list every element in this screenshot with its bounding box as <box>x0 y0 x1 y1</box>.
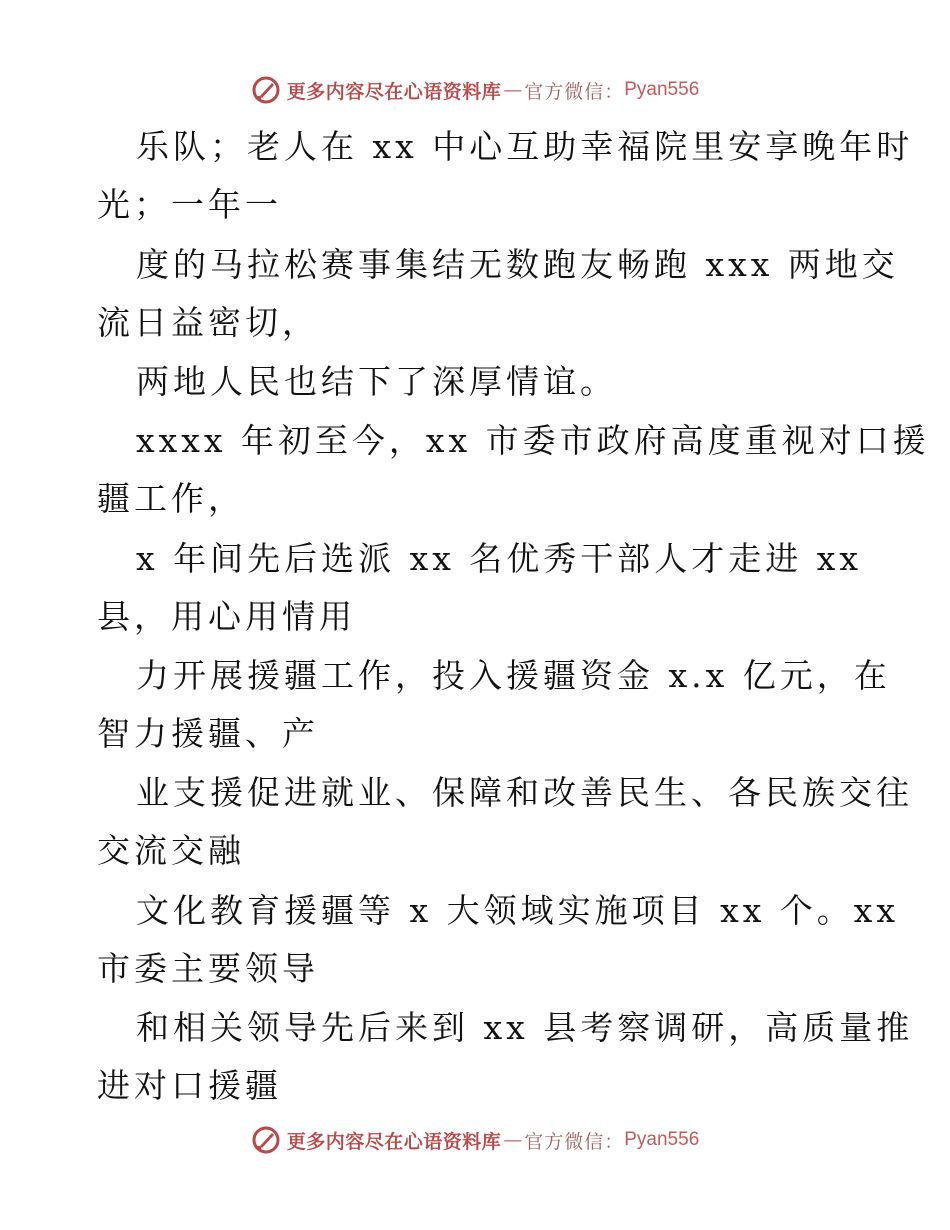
quill-logo-icon <box>251 1125 281 1155</box>
text-line: 流日益密切， <box>97 303 319 342</box>
text-line: 力开展援疆工作，投入援疆资金 x.x 亿元，在 <box>136 656 891 695</box>
text-line: 光；一年一 <box>97 185 282 224</box>
text-line: 智力援疆、产 <box>97 714 319 753</box>
text-line: 两地人民也结下了深厚情谊。 <box>136 362 617 401</box>
watermark-dash: — <box>503 1129 523 1151</box>
text-line: 疆工作， <box>97 479 245 518</box>
watermark-wechat-label: 官方微信： <box>524 80 625 103</box>
header-watermark <box>0 70 950 110</box>
text-line: x 年间先后选派 xx 名优秀干部人才走进 xx <box>136 539 863 578</box>
watermark-wechat-label: 官方微信： <box>524 1130 625 1153</box>
watermark-dash: — <box>503 79 523 101</box>
text-line: 度的马拉松赛事集结无数跑友畅跑 xxx 两地交 <box>136 245 899 284</box>
watermark-wechat-handle: Pyan556 <box>624 1129 700 1150</box>
text-line: 市委主要领导 <box>97 949 319 988</box>
watermark-title: 更多内容尽在心语资料库 <box>286 1130 502 1153</box>
watermark-wechat-handle: Pyan556 <box>624 79 700 100</box>
footer-watermark <box>0 1120 950 1160</box>
text-line: 业支援促进就业、保障和改善民生、各民族交往 <box>136 773 913 812</box>
text-line: 文化教育援疆等 x 大领域实施项目 xx 个。xx <box>136 891 900 930</box>
text-line: 县，用心用情用 <box>97 597 356 636</box>
text-line: 乐队；老人在 xx 中心互助幸福院里安享晚年时 <box>136 127 914 166</box>
text-line: 交流交融 <box>97 831 245 870</box>
watermark-title: 更多内容尽在心语资料库 <box>286 80 502 103</box>
text-line: 进对口援疆 <box>97 1066 282 1105</box>
quill-logo-icon <box>251 75 281 105</box>
text-line: xxxx 年初至今，xx 市委市政府高度重视对口援 <box>136 421 930 460</box>
text-line: 和相关领导先后来到 xx 县考察调研，高质量推 <box>136 1008 914 1047</box>
